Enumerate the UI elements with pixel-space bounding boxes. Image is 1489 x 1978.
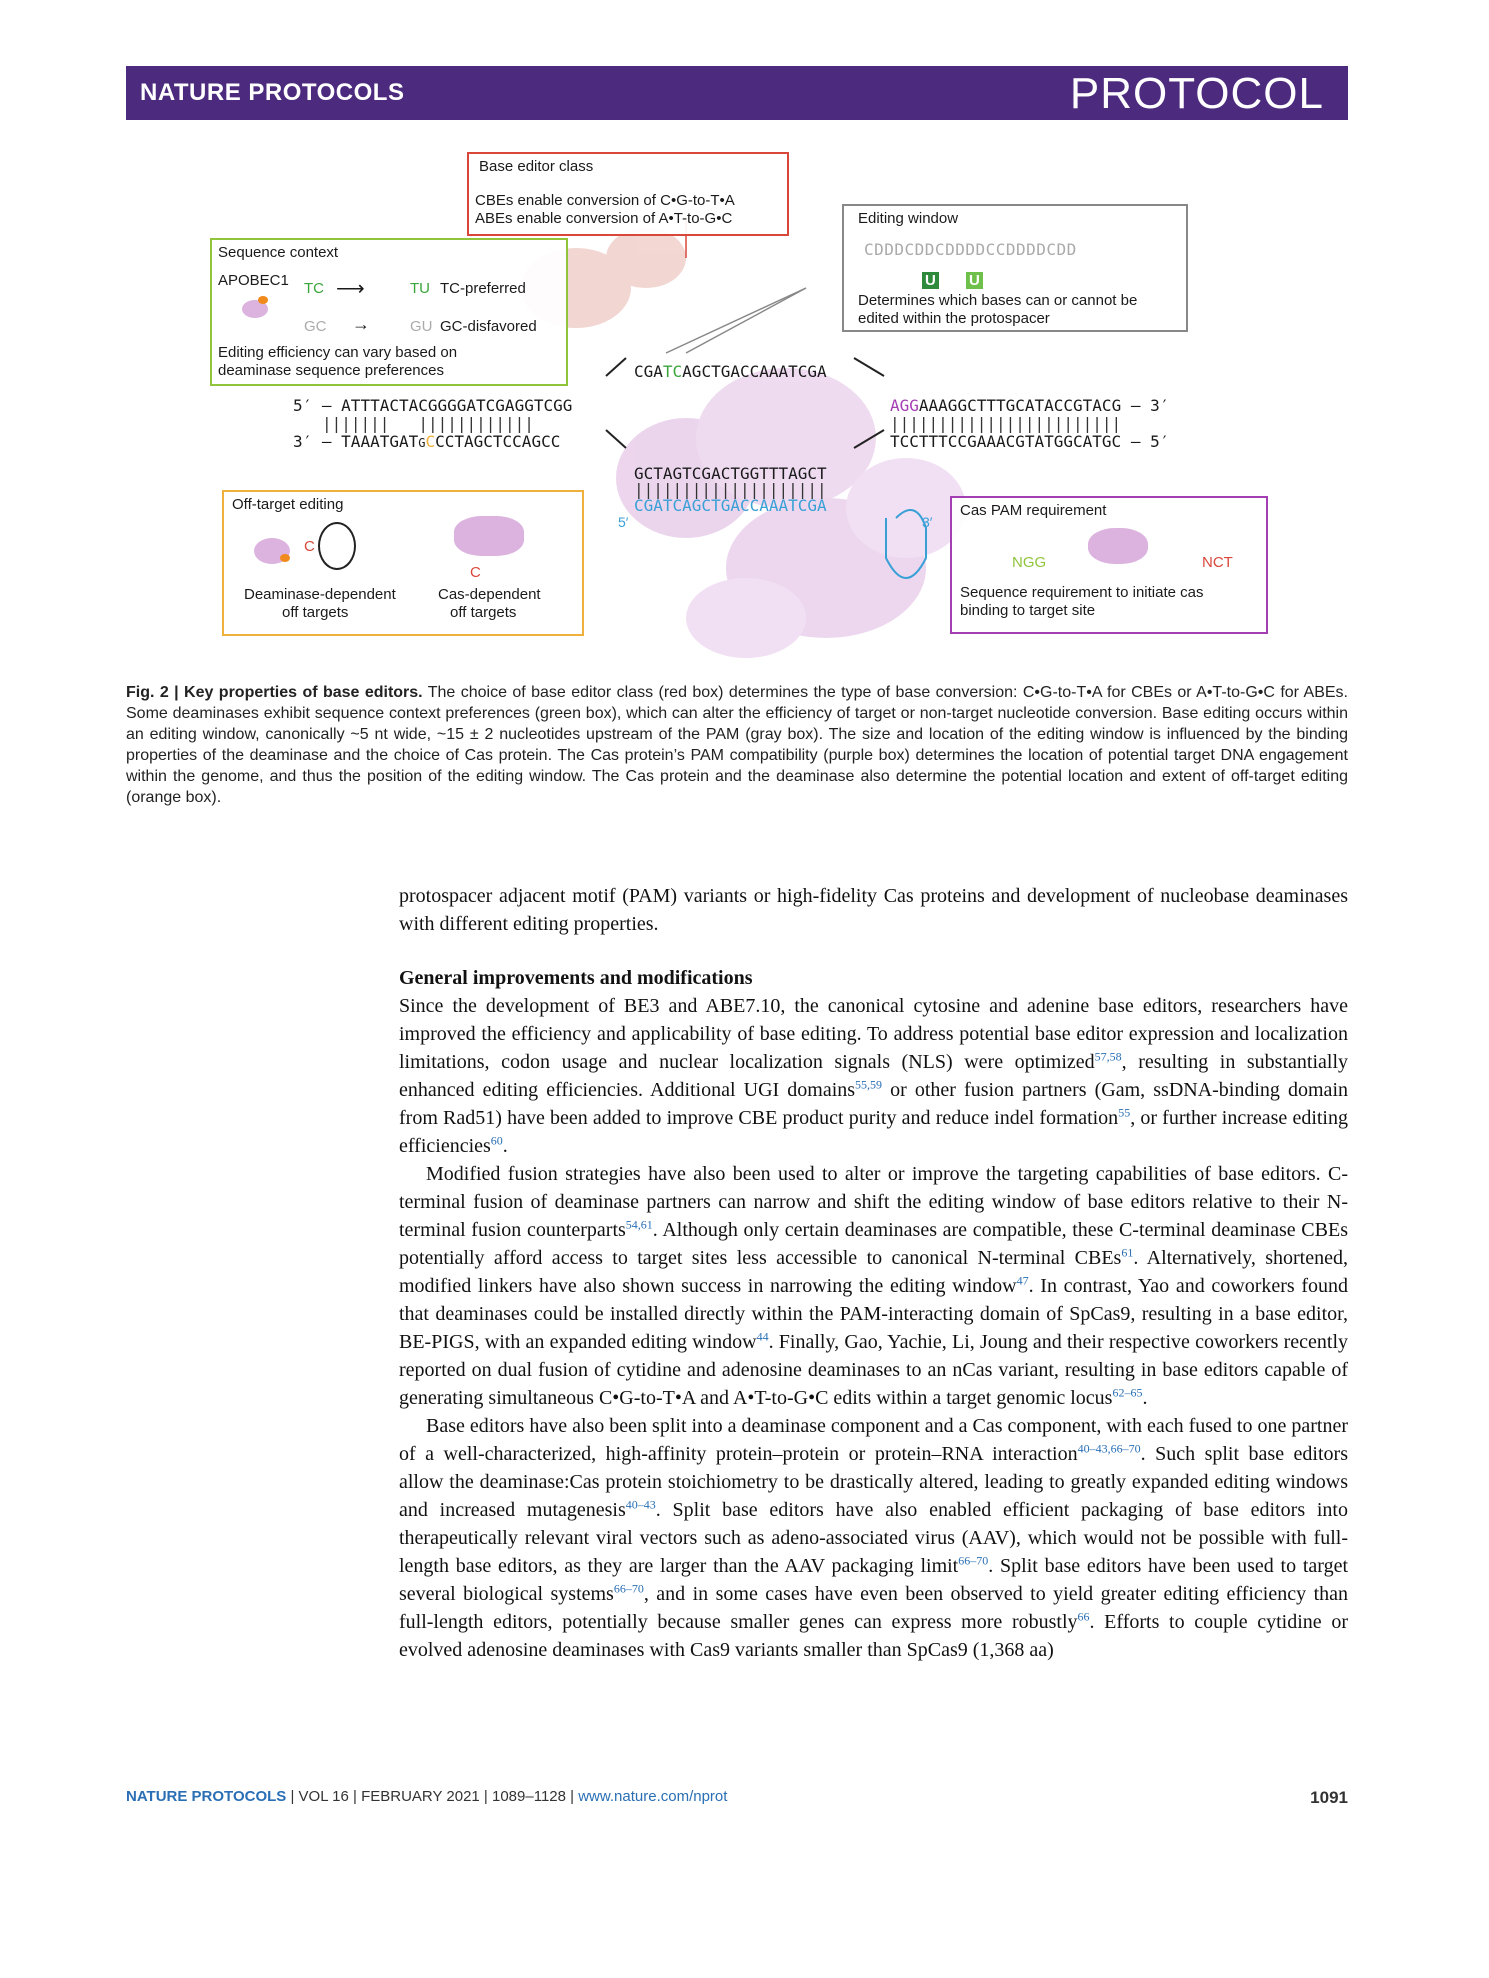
paragraph-0: protospacer adjacent motif (PAM) variants or high-fidelity Cas proteins and development of nucleobase deaminases with different editing properties. — [399, 885, 1348, 935]
paragraph-3: Base editors have also been split into a deaminase component and a Cas component, with each fused to one partner of a well-characterized, high-affinity protein–protein or protein–RNA interaction$^{40-43,66-70}$. Such split base editors allow the deaminase:Cas protein stoichiometry to be drastically altered, leading to greatly expanded editing windows and increased mutagenesis$^{40-43}$. Split base editors have also enabled efficient packaging of base editors into therapeutically relevant viral vectors such as adeno-associated virus (AAV), which would not be possible with full-length base editors, as they are larger than the AAV packaging limit$^{66-70}$. Split base editors have been used to target several biological systems$^{66-70}$, and in some cases have even been observed to yield greater editing efficiency than full-length editors, potentially because smaller genes can express more robustly$^{66}$. Efforts to couple cytidine or evolved adenosine deaminases with Cas9 variants smaller than SpCas9 (1,368 aa) — [399, 1415, 1348, 1661]
editing-window-note-2: edited within the protospacer — [858, 310, 1050, 327]
cas-dependent-label: Cas-dependent — [438, 586, 541, 603]
sequence-context-note-1: Editing efficiency can vary based on — [218, 344, 458, 361]
footer-pages: 1089–1128 — [492, 1788, 566, 1805]
citation[interactable]: 47 — [1016, 1273, 1029, 1288]
citation[interactable]: 61 — [1121, 1245, 1134, 1260]
cas-pam-title: Cas PAM requirement — [960, 502, 1107, 519]
base-editor-class-title: Base editor class — [479, 158, 594, 175]
deaminase-off-targets-label: off targets — [282, 604, 349, 621]
sequence-context-note-2: deaminase sequence preferences — [218, 362, 444, 379]
caption-text: The choice of base editor class (red box) determines the type of base conversion: C•G-to-T•A for CBEs or A•T-to-G•C for ABEs. Some deaminases exhibit sequence context preferences (green box), which can alter the efficiency of target or non-target nucleotide conversion. Base editing occurs within an editing window, canonically ~5 nt wide, ~15 ± 2 nucleotides upstream of the PAM (gray box). The size and location of the editing window is influenced by the binding properties of the deaminase and the choice of Cas protein. The Cas protein’s PAM compatibility (purple box) determines the location of potential target DNA engagement within the genome, and thus the position of the editing window. The Cas protein and the deaminase also determine the potential location and extent of off-target editing (orange box). — [126, 684, 1348, 806]
footer-volume: VOL 16 — [298, 1788, 349, 1805]
off-target-title: Off-target editing — [232, 496, 344, 513]
footer-journal: NATURE PROTOCOLS — [126, 1788, 287, 1805]
editing-window-title: Editing window — [858, 210, 959, 227]
editing-window-note-1: Determines which bases can or cannot be — [858, 292, 1138, 309]
paragraph-1: Since the development of BE3 and ABE7.10, the canonical cytosine and adenine base editors, researchers have improved the efficiency and applicability of base editing. To address potential base editor expression and localization limitations, codon usage and nuclear localization signals (NLS) were optimized$^{57,58}$, resulting in substantially enhanced editing efficiencies. Additional UGI domains$^{55,59}$ or other fusion partners (Gam, ssDNA-binding domain from Rad51) have been added to improve CBE product purity and reduce indel formation$^{55}$, or further increase editing efficiencies$^{60}$. — [399, 995, 1349, 1157]
cas-off-targets-label: off targets — [450, 604, 517, 621]
tc-motif: TC — [304, 280, 324, 297]
footer-url-link[interactable]: www.nature.com/nprot — [578, 1788, 728, 1805]
deaminase-dependent-label: Deaminase-dependent — [244, 586, 396, 603]
deaminase-active-site-icon — [258, 296, 268, 304]
figure-2 — [126, 148, 1348, 668]
citation[interactable]: 55 — [1118, 1105, 1131, 1120]
base-pair-ticks-right: |||||||||||||||||||||||| — [890, 414, 1122, 433]
dna-bottom-strand-right: TCCTTTCCGAAACGTATGGCATGC – 5′ — [890, 432, 1170, 451]
paragraph-2: Modified fusion strategies have also been used to alter or improve the targeting capabilities of base editors. C-terminal fusion of deaminase partners can narrow and shift the editing window of base editors relative to their N-terminal fusion counterparts$^{54,61}$. Although only certain deaminases are compatible, these C-terminal deaminase CBEs potentially afford access to target sites less accessible to canonical N-terminal CBEs$^{61}$. Alternatively, shortened, modified linkers have also shown success in narrowing the editing window$^{47}$. In contrast, Yao and coworkers found that deaminases could be installed directly within the PAM-interacting domain of SpCas9, resulting in a base editor, BE-PIGS, with an expanded editing window$^{44}$. Finally, Gao, Yachie, Li, Joung and their respective coworkers recently reported on dual fusion of cytidine and adenosine deaminases to an nCas variant, resulting in base editors capable of generating simultaneous C•G-to-T•A and A•T-to-G•C edits within a target genomic locus$^{62-65}$. — [399, 1163, 1349, 1409]
nct-pam: NCT — [1202, 554, 1233, 571]
page-number: 1091 — [1310, 1788, 1348, 1807]
off-target-c-1: C — [304, 538, 315, 555]
article-body — [399, 882, 1348, 1664]
guide-pairing-ticks: |||||||||||||||||||| — [634, 480, 827, 499]
guide-3-prime: 3′ — [922, 514, 933, 530]
editing-window-box — [842, 204, 1188, 332]
citation[interactable]: 66–70 — [958, 1553, 989, 1568]
target-strand-loop: GCTAGTCGACTGGTTTAGCT — [634, 464, 827, 483]
gc-disfavored-label: GC-disfavored — [440, 318, 537, 335]
arrow-strong-icon: ⟶ — [336, 278, 365, 300]
guide-5-prime: 5′ — [618, 514, 629, 530]
journal-header — [126, 66, 1348, 120]
base-pair-ticks-left: ||||||| |||||||||||| — [322, 414, 534, 433]
editing-window-sequence: CDDDCDDCDDDDCCDDDDCDD — [864, 240, 1077, 259]
cas-icon — [1088, 528, 1148, 564]
cas-pam-box — [950, 496, 1268, 634]
journal-name: NATURE PROTOCOLS — [140, 79, 405, 106]
citation[interactable]: 44 — [756, 1329, 769, 1344]
sequence-context-box — [210, 238, 568, 386]
citation[interactable]: 66 — [1077, 1609, 1090, 1624]
cas-icon — [454, 516, 524, 556]
dna-top-strand-right: AGGAAAGGCTTTGCATACCGTACG – 3′ — [890, 396, 1170, 415]
footer-date: FEBRUARY 2021 — [361, 1788, 480, 1805]
active-site-icon — [280, 554, 290, 562]
arrow-weak-icon: → — [352, 314, 370, 334]
gu-product: GU — [410, 318, 433, 335]
uracil-2: U — [966, 272, 983, 289]
protospacer-top: CGATCAGCTGACCAAATCGA — [634, 362, 827, 381]
article-type-label: PROTOCOL — [1069, 69, 1324, 118]
cbe-line: CBEs enable conversion of C•G-to-T•A — [475, 192, 735, 209]
citation[interactable]: 40–43,66–70 — [1077, 1441, 1141, 1456]
citation[interactable]: 57,58 — [1094, 1049, 1122, 1064]
tu-product: TU — [410, 280, 430, 297]
dna-bottom-strand-left: 3′ – TAAATGATGCCCTAGCTCCAGCC — [293, 432, 561, 451]
page-footer: NATURE PROTOCOLS | VOL 16 | FEBRUARY 2021 | 1089–1128 | www.nature.com/nprot 1091 — [126, 1788, 1348, 1807]
cas-pam-note-2: binding to target site — [960, 602, 1096, 619]
apobec1-label: APOBEC1 — [218, 272, 289, 289]
base-editor-class-box — [467, 152, 789, 236]
citation[interactable]: 62–65 — [1112, 1385, 1143, 1400]
ngg-pam: NGG — [1012, 554, 1047, 571]
off-target-box — [222, 490, 584, 636]
citation[interactable]: 60 — [490, 1133, 503, 1148]
caption-label: Fig. 2 | Key properties of base editors. — [126, 684, 423, 701]
off-target-c-2: C — [470, 564, 481, 581]
abe-line: ABEs enable conversion of A•T-to-G•C — [475, 210, 733, 227]
cas-pam-note-1: Sequence requirement to initiate cas — [960, 584, 1204, 601]
ssdna-bubble-icon — [318, 522, 356, 570]
figure-caption — [126, 682, 1348, 808]
citation[interactable]: 54,61 — [625, 1217, 653, 1232]
dna-top-strand-left: 5′ – ATTTACTACGGGGATCGAGGTCGG — [293, 396, 573, 415]
section-heading: General improvements and modifications — [399, 967, 753, 989]
citation[interactable]: 55,59 — [855, 1077, 883, 1092]
gc-motif: GC — [304, 318, 327, 335]
uracil-1: U — [922, 272, 939, 289]
citation[interactable]: 66–70 — [613, 1581, 644, 1596]
sequence-context-title: Sequence context — [218, 244, 339, 261]
citation[interactable]: 40–43 — [625, 1497, 656, 1512]
tc-preferred-label: TC-preferred — [440, 280, 526, 297]
guide-rna: CGATCAGCTGACCAAATCGA — [634, 496, 827, 515]
